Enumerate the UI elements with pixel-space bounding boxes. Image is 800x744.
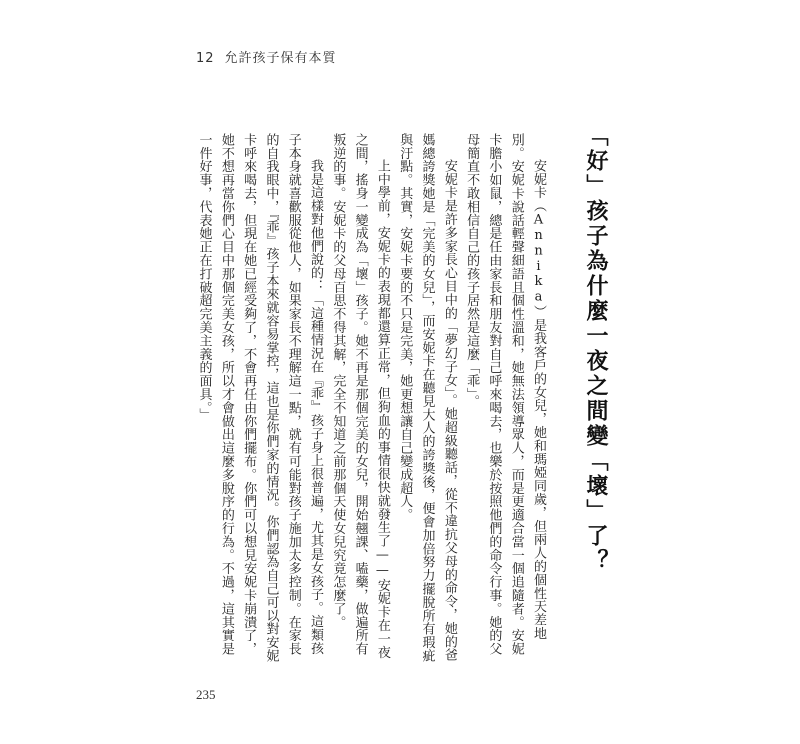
running-header [196, 47, 337, 66]
body-text [189, 133, 549, 663]
section-heading: 「好」孩子為什麼一夜之間變「壞」了？ [583, 124, 608, 574]
paragraph-1: 安妮卡（Annika）是我客戶的女兒，她和瑪婭同歲，但兩人的個性天差地別。安妮卡說話輕聲細語且個性溫和，她無法領導眾人，而是更適合當一個追隨者。安妮卡膽小如鼠，總是任由家長和朋友對自己呼來喝去，也樂於按照他們的命令行事。她的父母簡直不敢相信自己的孩子居然是這麼「乖」。 [464, 133, 546, 656]
paragraph-3: 上中學前，安妮卡的表現都還算正常，但狗血的事情很快就發生了——安妮卡在一夜之間，搖身一變成為「壞」孩子。她不再是那個完美的女兒，開始翹課、嗑藥，做遍所有叛逆的事。安妮卡的父母百思不得其解，完全不知道之前那個天使女兒究竟怎麼了。 [330, 133, 390, 659]
paragraph-2: 安妮卡是許多家長心目中的「夢幻子女」。她超級聽話，從不違抗父母的命令，她的爸媽總誇獎她是「完美的女兒」，而安妮卡在聽見大人的誇獎後，便會加倍努力擺脫所有瑕疵與汙點。其實，安妮卡要的不只是完美，她更想讓自己變成超人。 [397, 133, 457, 663]
chapter-number: 12 [196, 51, 215, 66]
page-number: 235 [196, 687, 216, 702]
book-title: 允許孩子保有本質 [224, 51, 337, 66]
paragraph-4: 我是這樣對他們說的：「這種情況在『乖』孩子身上很普遍，尤其是女孩子。這類孩子本身就喜歡服從他人，如果家長不理解這一點，就有可能對孩子施加太多控制。在家長的自我眼中，『乖』孩子本來就容易掌控，這也是你們家的情況。你們認為自己可以對安妮卡呼來喝去，但現在她已經受夠了，不會再任由你們擺布。你們可以想見安妮卡崩潰了，她不想再當你們心目中那個完美女孩，所以才會做出這麼多脫序的行為。不過，這其實是一件好事，代表她正在打破超完美主義的面具。」 [196, 133, 324, 663]
